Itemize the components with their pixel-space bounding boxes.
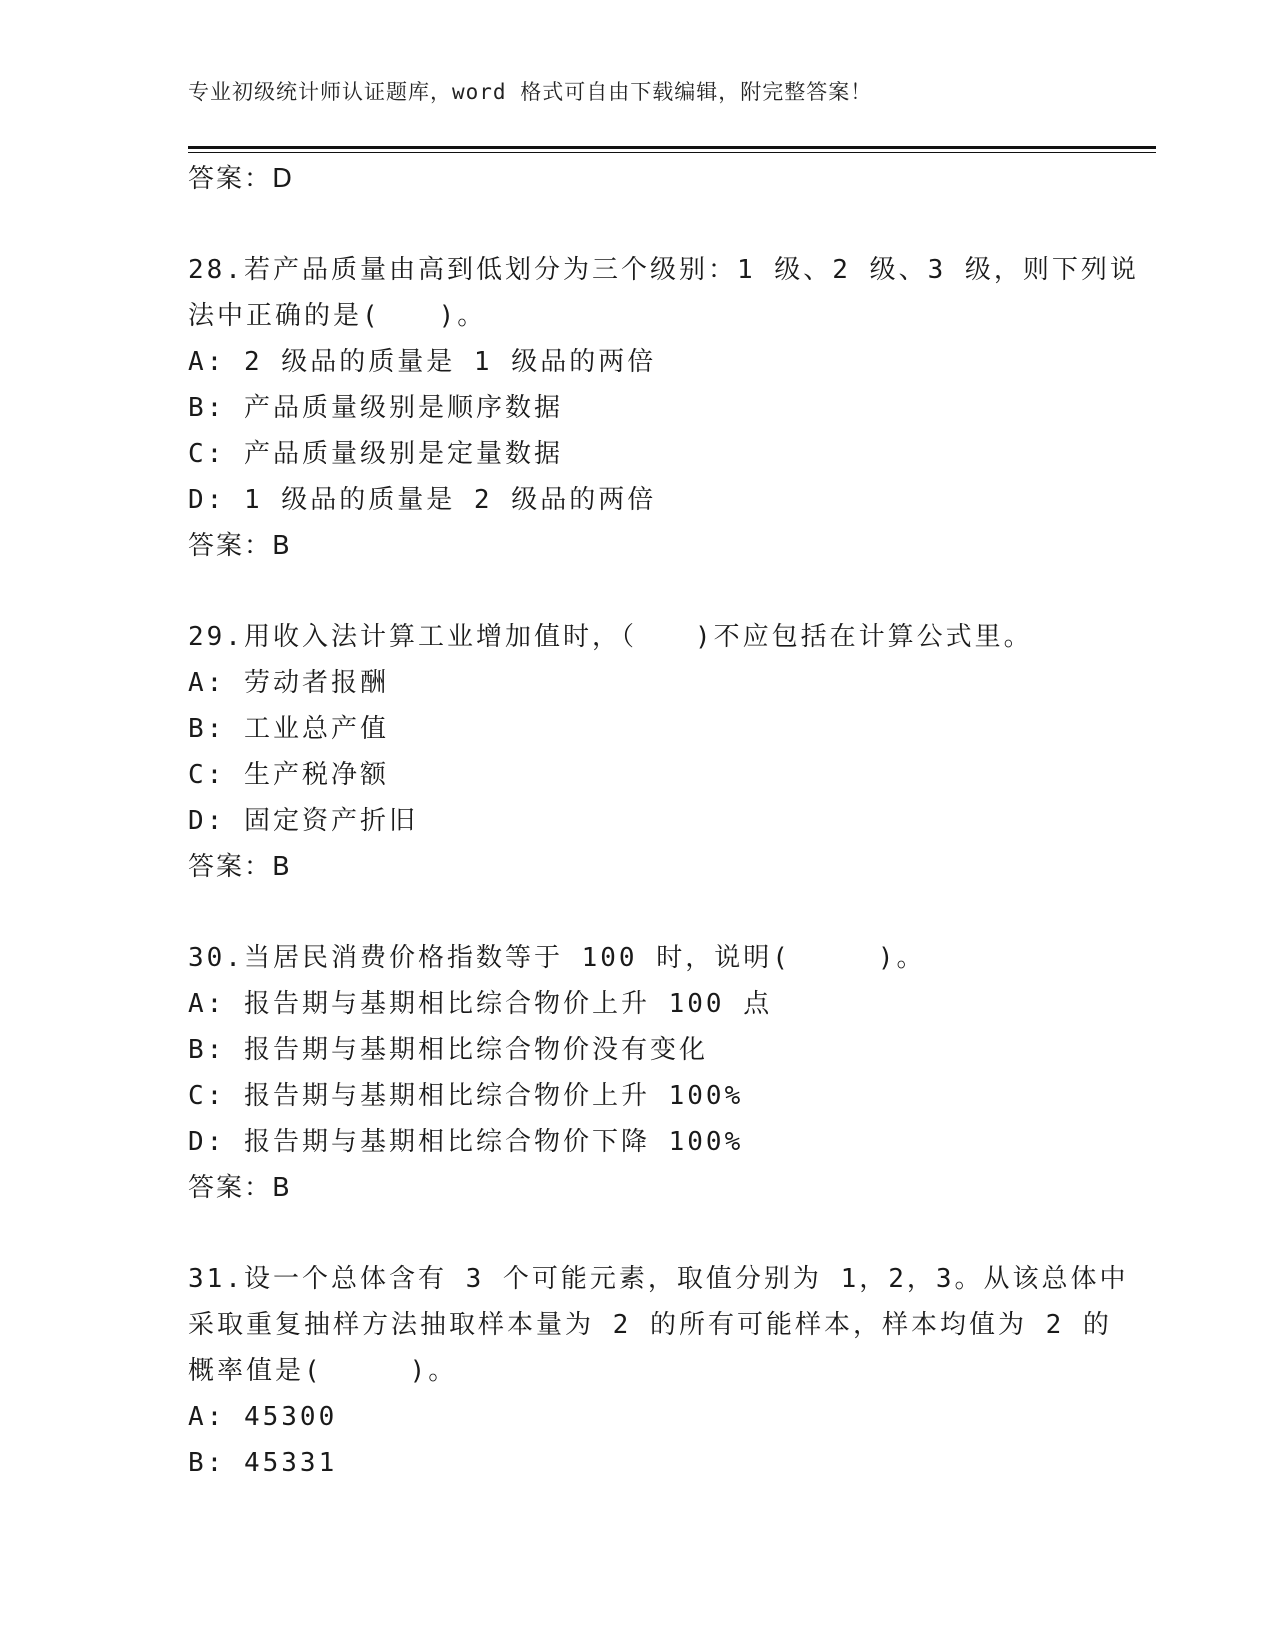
question-30 <box>188 935 1148 1211</box>
question-stem-line: 概率值是( )。 <box>188 1356 458 1386</box>
option-a: A: 45300 <box>188 1402 338 1432</box>
header-rule-thick <box>188 146 1156 149</box>
option-d: D: 1 级品的质量是 2 级品的两倍 <box>188 485 657 515</box>
option-b: B: 产品质量级别是顺序数据 <box>188 393 563 423</box>
question-stem-line: 法中正确的是( )。 <box>188 301 487 331</box>
answer: 答案：B <box>188 1173 292 1203</box>
option-b: B: 报告期与基期相比综合物价没有变化 <box>188 1035 708 1065</box>
question-29 <box>188 614 1148 890</box>
option-c: C: 报告期与基期相比综合物价上升 100% <box>188 1081 744 1111</box>
question-stem-line: 采取重复抽样方法抽取样本量为 2 的所有可能样本，样本均值为 2 的 <box>188 1310 1112 1340</box>
option-c: C: 产品质量级别是定量数据 <box>188 439 563 469</box>
option-a: A: 2 级品的质量是 1 级品的两倍 <box>188 347 657 377</box>
question-stem-line: 29.用收入法计算工业增加值时，（ )不应包括在计算公式里。 <box>188 622 1033 652</box>
header-rule-thin <box>188 152 1156 153</box>
option-b: B: 45331 <box>188 1448 338 1478</box>
question-stem-line: 28.若产品质量由高到低划分为三个级别：1 级、2 级、3 级，则下列说 <box>188 255 1139 285</box>
option-d: D: 固定资产折旧 <box>188 806 418 836</box>
answer: 答案：B <box>188 852 292 882</box>
option-c: C: 生产税净额 <box>188 760 389 790</box>
option-a: A: 劳动者报酬 <box>188 668 389 698</box>
option-a: A: 报告期与基期相比综合物价上升 100 点 <box>188 989 773 1019</box>
option-b: B: 工业总产值 <box>188 714 389 744</box>
question-stem-line: 31.设一个总体含有 3 个可能元素，取值分别为 1，2，3。从该总体中 <box>188 1264 1129 1294</box>
option-d: D: 报告期与基期相比综合物价下降 100% <box>188 1127 744 1157</box>
answer: 答案：B <box>188 531 292 561</box>
question-31 <box>188 1256 1148 1486</box>
page-header: 专业初级统计师认证题库，word 格式可自由下载编辑，附完整答案！ <box>188 80 873 104</box>
previous-answer: 答案：D <box>188 164 295 194</box>
question-stem-line: 30.当居民消费价格指数等于 100 时，说明( )。 <box>188 943 926 973</box>
question-content <box>188 156 1148 1486</box>
question-28 <box>188 247 1148 569</box>
